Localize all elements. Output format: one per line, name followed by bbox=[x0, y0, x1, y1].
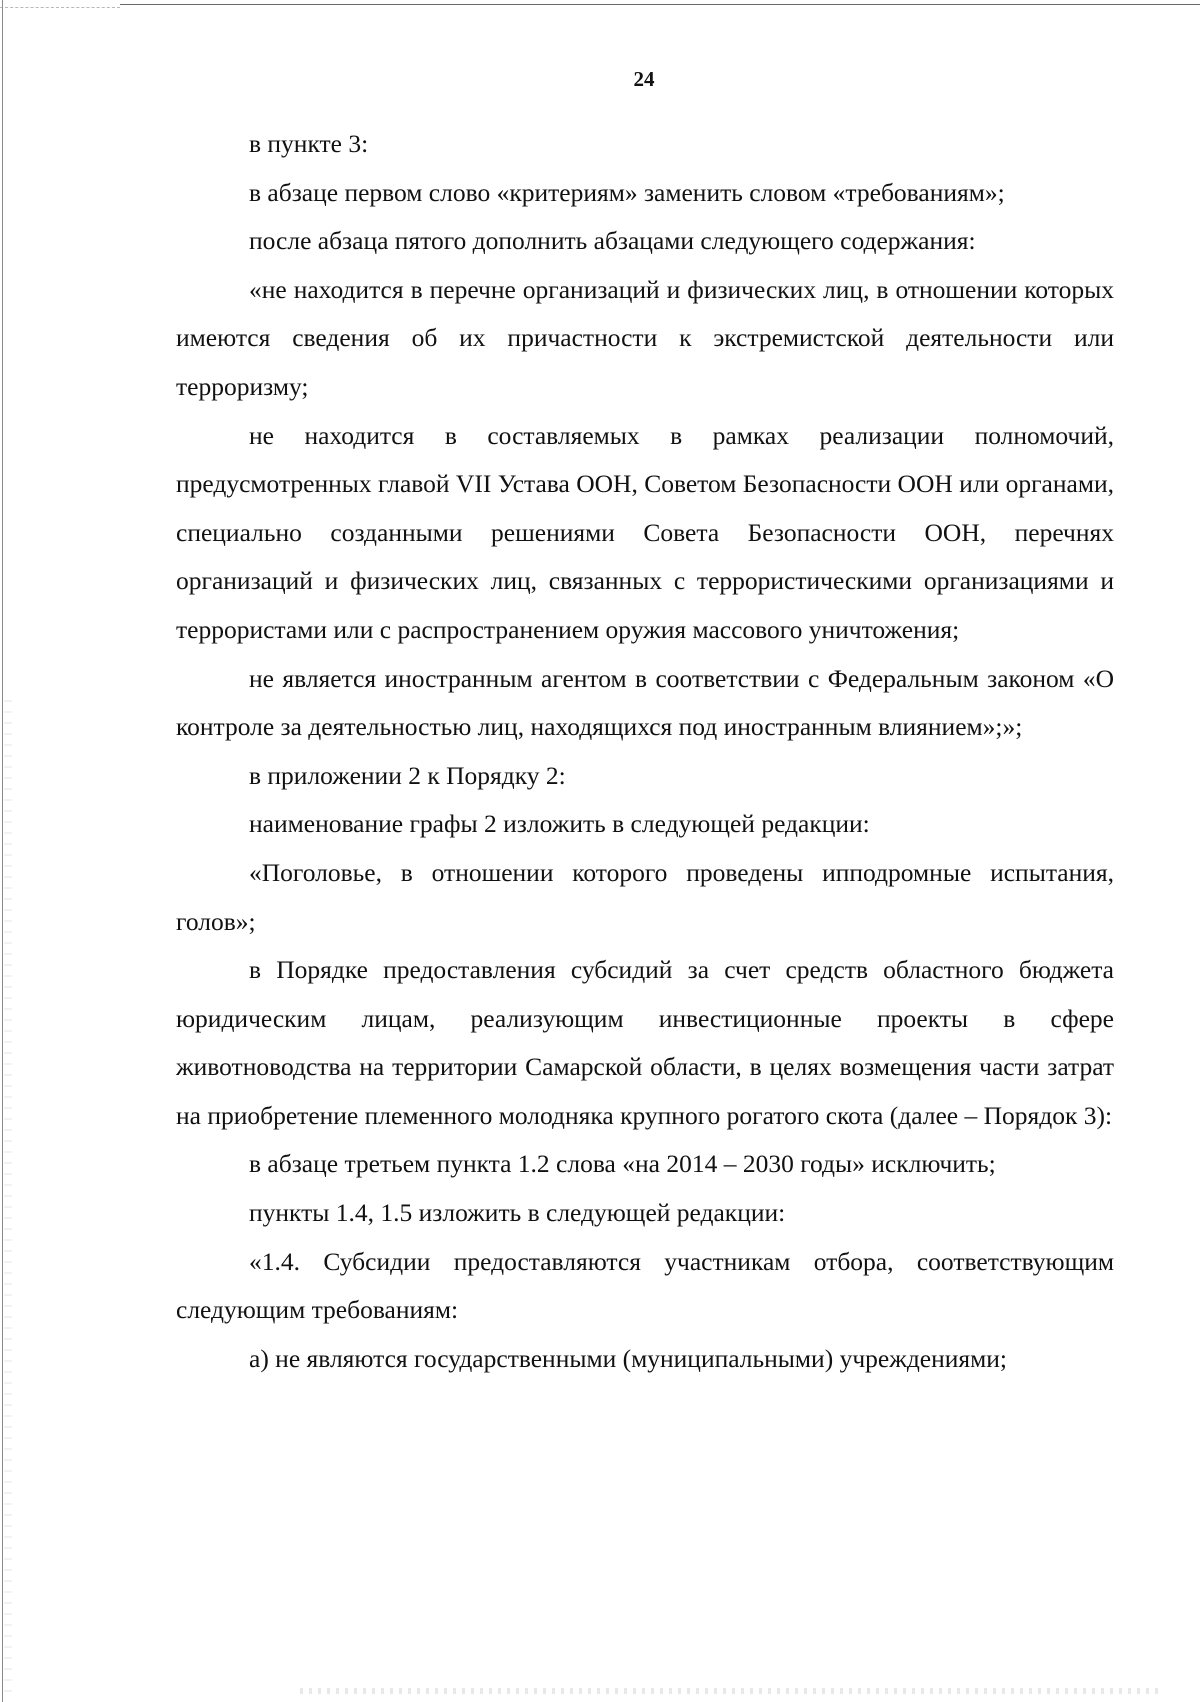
page-number: 24 bbox=[633, 67, 655, 91]
paragraph-not-in-extremist-list: «не находится в перечне организаций и физических лиц, в отношении которых имеются сведения об их причастности к экстремистской деятельности или терроризму; bbox=[176, 274, 1114, 401]
paragraph-procedure-3: в Порядке предоставления субсидий за счет средств областного бюджета юридическим лицам, реализующим инвестиционные проекты в сфере животноводства на территории Самарской области, в целях возмещения части затрат на приобретение племенного молодняка крупного рогатого скота (далее – Порядок 3): bbox=[176, 955, 1114, 1130]
scan-left-border bbox=[2, 0, 3, 1702]
paragraph-point-1-4: «1.4. Субсидии предоставляются участникам отбора, соответствующим следующим требованиям: bbox=[176, 1246, 1114, 1325]
paragraph-exclude-years: в абзаце третьем пункта 1.2 слова «на 2014 – 2030 годы» исключить; bbox=[249, 1149, 996, 1179]
paragraph-replace-word: в абзаце первом слово «критериям» заменить словом «требованиям»; bbox=[249, 177, 1005, 207]
paragraph-not-in-un-list: не находится в составляемых в рамках реализации полномочий, предусмотренных главой VII Устава ООН, Советом Безопасности ООН или органами, специально созданными решениями Совета Безопасности ООН, перечнях организаций и физических лиц, связанных с террористическими организациями и террористами или с распространением оружия массового уничтожения; bbox=[176, 420, 1114, 644]
paragraph-not-foreign-agent: не является иностранным агентом в соответствии с Федеральным законом «О контроле за деятельностью лиц, находящихся под иностранным влиянием»;»; bbox=[176, 663, 1114, 742]
scan-bottom-noise bbox=[300, 1688, 1160, 1694]
document-body bbox=[176, 120, 1114, 1383]
paragraph-add-after-fifth: после абзаца пятого дополнить абзацами следующего содержания: bbox=[249, 226, 976, 256]
scan-left-noise bbox=[4, 700, 12, 1700]
paragraph-subpoint-a: а) не являются государственными (муниципальными) учреждениями; bbox=[249, 1343, 1008, 1373]
paragraph-livestock-header: «Поголовье, в отношении которого проведены ипподромные испытания, голов»; bbox=[176, 857, 1114, 936]
scan-top-border bbox=[120, 4, 1200, 5]
paragraph-points-1-4-1-5: пункты 1.4, 1.5 изложить в следующей редакции: bbox=[249, 1198, 786, 1228]
paragraph-in-point-3: в пункте 3: bbox=[249, 129, 369, 158]
paragraph-column-2-name: наименование графы 2 изложить в следующей редакции: bbox=[249, 809, 870, 839]
scan-top-border-faint bbox=[0, 7, 120, 8]
paragraph-appendix-2: в приложении 2 к Порядку 2: bbox=[249, 760, 566, 790]
